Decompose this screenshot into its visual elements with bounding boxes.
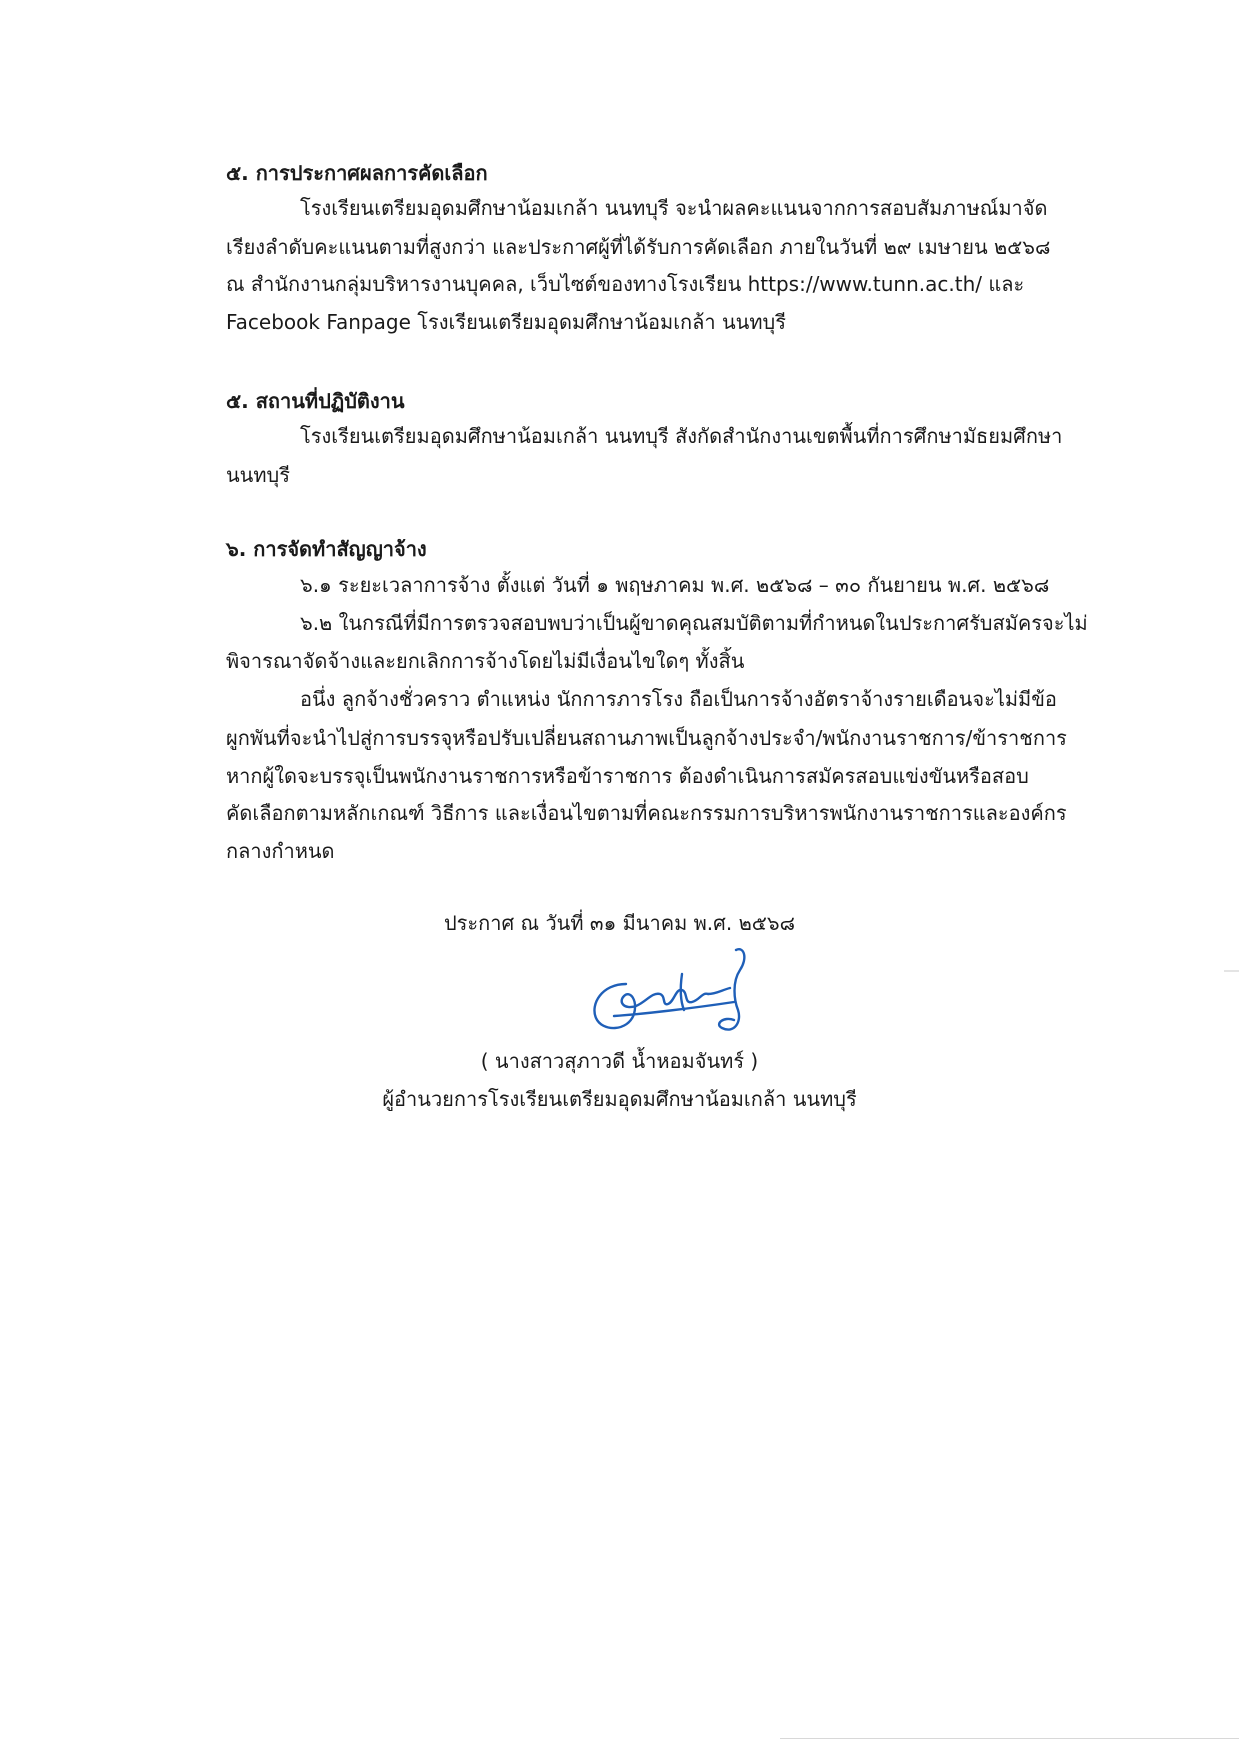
paragraph-line: คัดเลือกตามหลักเกณฑ์ วิธีการ และเงื่อนไขตามที่คณะกรรมการบริหารพนักงานราชการและองค์กร <box>226 801 1067 825</box>
signatory-title: ผู้อำนวยการโรงเรียนเตรียมอุดมศึกษาน้อมเกล้า นนทบุรี <box>382 1087 857 1111</box>
scan-artifact-line <box>780 1738 1239 1739</box>
section-heading: ๕. การประกาศผลการคัดเลือก <box>226 161 488 185</box>
paragraph-line: กลางกำหนด <box>226 839 335 863</box>
paragraph-line: โรงเรียนเตรียมอุดมศึกษาน้อมเกล้า นนทบุรี จะนำผลคะแนนจากการสอบสัมภาษณ์มาจัด <box>300 196 1048 220</box>
section-heading: ๖. การจัดทำสัญญาจ้าง <box>226 537 427 561</box>
paragraph-line: นนทบุรี <box>226 463 290 487</box>
paragraph-line: ผูกพันที่จะนำไปสู่การบรรจุหรือปรับเปลี่ยนสถานภาพเป็นลูกจ้างประจำ/พนักงานราชการ/ข้าราชการ <box>226 726 1067 750</box>
announcement-date: ประกาศ ณ วันที่ ๓๑ มีนาคม พ.ศ. ๒๕๖๘ <box>443 911 796 935</box>
paragraph-line: อนึ่ง ลูกจ้างชั่วคราว ตำแหน่ง นักการภารโรง ถือเป็นการจ้างอัตราจ้างรายเดือนจะไม่มีข้อ <box>300 687 1057 711</box>
paragraph-line: ๖.๑ ระยะเวลาการจ้าง ตั้งแต่ วันที่ ๑ พฤษภาคม พ.ศ. ๒๕๖๘ – ๓๐ กันยายน พ.ศ. ๒๕๖๘ <box>300 573 1050 597</box>
signature-strokes <box>594 949 744 1029</box>
section-heading: ๕. สถานที่ปฏิบัติงาน <box>226 389 405 413</box>
paragraph-line: ๖.๒ ในกรณีที่มีการตรวจสอบพบว่าเป็นผู้ขาดคุณสมบัติตามที่กำหนดในประกาศรับสมัครจะไม่ <box>300 611 1088 635</box>
paragraph-line: เรียงลำดับคะแนนตามที่สูงกว่า และประกาศผู้ที่ได้รับการคัดเลือก ภายในวันที่ ๒๙ เมษายน ๒๕๖๘ <box>226 235 1051 259</box>
paragraph-line: พิจารณาจัดจ้างและยกเลิกการจ้างโดยไม่มีเงื่อนไขใดๆ ทั้งสิ้น <box>226 649 745 673</box>
paragraph-line: Facebook Fanpage โรงเรียนเตรียมอุดมศึกษาน้อมเกล้า นนทบุรี <box>226 310 786 334</box>
signature-icon <box>584 944 754 1040</box>
signatory-name: ( นางสาวสุภาวดี น้ำหอมจันทร์ ) <box>480 1049 759 1073</box>
paragraph-line: โรงเรียนเตรียมอุดมศึกษาน้อมเกล้า นนทบุรี สังกัดสำนักงานเขตพื้นที่การศึกษามัธยมศึกษา <box>300 424 1063 448</box>
paragraph-line: หากผู้ใดจะบรรจุเป็นพนักงานราชการหรือข้าราชการ ต้องดำเนินการสมัครสอบแข่งขันหรือสอบ <box>226 764 1029 788</box>
scan-artifact-edge <box>1224 970 1239 972</box>
paragraph-line: ณ สำนักงานกลุ่มบริหารงานบุคคล, เว็บไซต์ของทางโรงเรียน https://www.tunn.ac.th/ และ <box>226 272 1025 296</box>
